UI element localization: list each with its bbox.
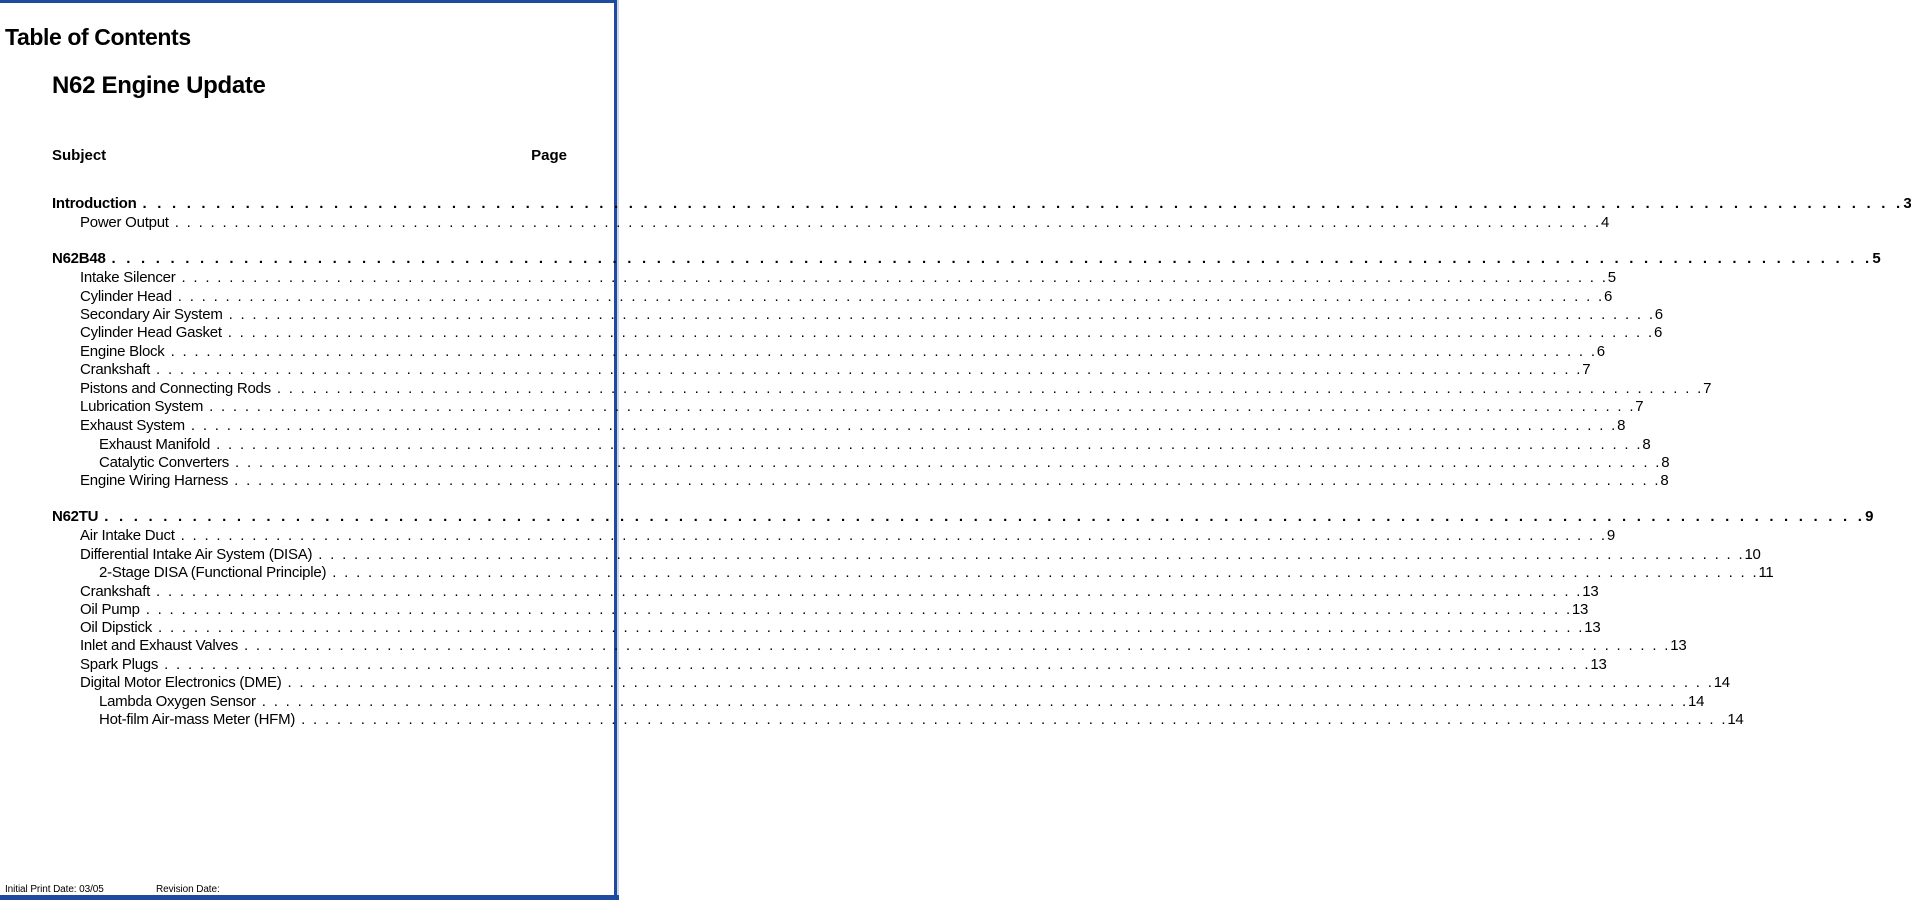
toc-entry[interactable] (80, 637, 1687, 655)
toc-entry-page-number: 8 (1660, 472, 1669, 489)
toc-entry-label: Differential Intake Air System (DISA) (80, 546, 313, 563)
toc-entry-page-number: 6 (1653, 324, 1663, 341)
toc-entry-page-number: 8 (1661, 454, 1670, 471)
toc-entry-page-number: 7 (1703, 380, 1712, 397)
dot-leader: . . . . . . . . . . . . . . . . . . . . . . . . . . . . . . . . . . . . . . . . . . . . . . . . . . . . . . . . . . . . . . . . . . . . . . . . . . . . . . . . . . . . . . . . . . . . . . . . . . . . . . . . . . . . . . . . . . . . . . . . (209, 398, 1636, 415)
subject-column-header: Subject (52, 147, 107, 164)
toc-entry[interactable] (80, 674, 1730, 692)
dot-leader: . . . . . . . . . . . . . . . . . . . . . . . . . . . . . . . . . . . . . . . . . . . . . . . . . . . . . . . . . . . . . . . . . . . . . . . . . . . . . . . . . . . . . . . . . . . . . . . . . . . . . . . . . . . . . . . . . . . . . . . . (104, 508, 1866, 525)
dot-leader: . . . . . . . . . . . . . . . . . . . . . . . . . . . . . . . . . . . . . . . . . . . . . . . . . . . . . . . . . . . . . . . . . . . . . . . . . . . . . . . . . . . . . . . . . . . . . . . . . . . . . . . . . . . . . . . . . . . . . . . . (156, 361, 1583, 378)
toc-entry-page-number: 5 (1607, 269, 1616, 286)
toc-entry-page-number: 9 (1606, 527, 1615, 544)
dot-leader: . . . . . . . . . . . . . . . . . . . . . . . . . . . . . . . . . . . . . . . . . . . . . . . . . . . . . . . . . . . . . . . . . . . . . . . . . . . . . . . . . . . . . . . . . . . . . . . . . . . . . . . . . . . . . . . . . . . . . . . . (228, 306, 1655, 323)
toc-entry-label: Crankshaft (80, 361, 151, 378)
dot-leader: . . . . . . . . . . . . . . . . . . . . . . . . . . . . . . . . . . . . . . . . . . . . . . . . . . . . . . . . . . . . . . . . . . . . . . . . . . . . . . . . . . . . . . . . . . . . . . . . . . . . . . . . . . . . . . . . . . . . . . . . (190, 417, 1618, 434)
toc-entry-page-number: 3 (1903, 195, 1911, 212)
toc-entry-page-number: 6 (1596, 343, 1605, 360)
toc-entry-label: Air Intake Duct (80, 527, 175, 544)
toc-entry-label: Engine Block (80, 343, 165, 360)
toc-entry-label: Spark Plugs (80, 656, 159, 673)
toc-entry-label: Oil Pump (80, 601, 140, 618)
toc-entry[interactable] (80, 656, 1607, 674)
toc-entry-label: Exhaust System (80, 417, 185, 434)
toc-entry-label: Introduction (52, 195, 137, 212)
toc-entry[interactable] (80, 417, 1626, 435)
toc-entry[interactable] (80, 527, 1615, 545)
toc-entry-page-number: 7 (1582, 361, 1591, 378)
toc-entry[interactable] (80, 380, 1712, 398)
toc-entry-label: Lubrication System (80, 398, 204, 415)
dot-leader: . . . . . . . . . . . . . . . . . . . . . . . . . . . . . . . . . . . . . . . . . . . . . . . . . . . . . . . . . . . . . . . . . . . . . . . . . . . . . . . . . . . . . . . . . . . . . . . . . . . . . . . . . . . . . . . . . . . . . . . . (174, 214, 1601, 231)
toc-title: Table of Contents (5, 24, 191, 50)
dot-leader: . . . . . . . . . . . . . . . . . . . . . . . . . . . . . . . . . . . . . . . . . . . . . . . . . . . . . . . . . . . . . . . . . . . . . . . . . . . . . . . . . . . . . . . . . . . . . . . . . . . . . . . . . . . . . . . . . . . . . . . . (276, 380, 1704, 397)
toc-entry-page-number: 6 (1654, 306, 1663, 323)
toc-entry[interactable] (80, 324, 1663, 342)
initial-print-date: Initial Print Date: 03/05 (5, 884, 104, 895)
toc-entry[interactable] (99, 436, 1651, 454)
toc-entry-label: Crankshaft (80, 583, 151, 600)
revision-date: Revision Date: (156, 884, 220, 895)
toc-entry-label: 2-Stage DISA (Functional Principle) (99, 564, 327, 581)
dot-leader: . . . . . . . . . . . . . . . . . . . . . . . . . . . . . . . . . . . . . . . . . . . . . . . . . . . . . . . . . . . . . . . . . . . . . . . . . . . . . . . . . . . . . . . . . . . . . . . . . . . . . . . . . . . . . . . . . . . . . . . . (318, 546, 1745, 563)
toc-entry[interactable] (80, 601, 1589, 619)
toc-entry-page-number: 13 (1582, 583, 1599, 600)
toc-entry-label: Inlet and Exhaust Valves (80, 637, 238, 654)
dot-leader: . . . . . . . . . . . . . . . . . . . . . . . . . . . . . . . . . . . . . . . . . . . . . . . . . . . . . . . . . . . . . . . . . . . . . . . . . . . . . . . . . . . . . . . . . . . . . . . . . . . . . . . . . . . . . . . . . . . . . . . . (216, 436, 1643, 453)
toc-entry[interactable] (99, 693, 1705, 711)
toc-entry-page-number: 13 (1571, 601, 1589, 618)
page-border-top (0, 0, 617, 3)
toc-entry-page-number: 5 (1872, 250, 1881, 267)
toc-entry-page-number: 11 (1758, 564, 1774, 581)
toc-entry-label: Oil Dipstick (80, 619, 153, 636)
toc-entry-page-number: 13 (1670, 637, 1687, 654)
toc-entry[interactable] (80, 398, 1644, 416)
toc-entry-page-number: 4 (1600, 214, 1610, 231)
toc-entry-label: Hot-film Air-mass Meter (HFM) (99, 711, 296, 728)
toc-entry-label: Cylinder Head Gasket (80, 324, 222, 341)
toc-entry-page-number: 14 (1688, 693, 1705, 710)
toc-entry-label: Engine Wiring Harness (80, 472, 229, 489)
dot-leader: . . . . . . . . . . . . . . . . . . . . . . . . . . . . . . . . . . . . . . . . . . . . . . . . . . . . . . . . . . . . . . . . . . . . . . . . . . . . . . . . . . . . . . . . . . . . . . . . . . . . . . . . . . . . . . . . . . . . . . . . (287, 674, 1714, 691)
toc-entry-label: N62B48 (52, 250, 106, 267)
toc-entry[interactable] (80, 306, 1663, 324)
dot-leader: . . . . . . . . . . . . . . . . . . . . . . . . . . . . . . . . . . . . . . . . . . . . . . . . . . . . . . . . . . . . . . . . . . . . . . . . . . . . . . . . . . . . . . . . . . . . . . . . . . . . . . . . . . . . . . . . . . . . . . . . (301, 711, 1728, 728)
toc-entry[interactable] (80, 288, 1613, 306)
toc-entry-label: Catalytic Converters (99, 454, 230, 471)
dot-leader: . . . . . . . . . . . . . . . . . . . . . . . . . . . . . . . . . . . . . . . . . . . . . . . . . . . . . . . . . . . . . . . . . . . . . . . . . . . . . . . . . . . . . . . . . . . . . . . . . . . . . . . . . . . . . . . . . . . . . . . . (158, 619, 1585, 636)
toc-entry-page-number: 13 (1590, 656, 1607, 673)
toc-section-entry[interactable] (52, 250, 1881, 268)
dot-leader: . . . . . . . . . . . . . . . . . . . . . . . . . . . . . . . . . . . . . . . . . . . . . . . . . . . . . . . . . . . . . . . . . . . . . . . . . . . . . . . . . . . . . . . . . . . . . . . . . . . . . . . . . . . . . . . . . . . . . . . . (180, 527, 1607, 544)
toc-entry[interactable] (80, 343, 1605, 361)
toc-entry-page-number: 14 (1727, 711, 1744, 728)
dot-leader: . . . . . . . . . . . . . . . . . . . . . . . . . . . . . . . . . . . . . . . . . . . . . . . . . . . . . . . . . . . . . . . . . . . . . . . . . . . . . . . . . . . . . . . . . . . . . . . . . . . . . . . . . . . . . . . . . . . . . . . . (145, 601, 1572, 618)
toc-entry[interactable] (80, 472, 1669, 490)
toc-entry[interactable] (99, 454, 1670, 472)
dot-leader: . . . . . . . . . . . . . . . . . . . . . . . . . . . . . . . . . . . . . . . . . . . . . . . . . . . . . . . . . . . . . . . . . . . . . . . . . . . . . . . . . . . . . . . . . . . . . . . . . . . . . . . . . . . . . . . . . . . . . . . . (170, 343, 1597, 360)
toc-entry[interactable] (80, 214, 1610, 232)
dot-leader: . . . . . . . . . . . . . . . . . . . . . . . . . . . . . . . . . . . . . . . . . . . . . . . . . . . . . . . . . . . . . . . . . . . . . . . . . . . . . . . . . . . . . . . . . . . . . . . . . . . . . . . . . . . . . . . . . . . . . . . . (227, 324, 1654, 341)
toc-entry-label: Lambda Oxygen Sensor (99, 693, 256, 710)
toc-entry-page-number: 10 (1744, 546, 1761, 563)
toc-entry-label: Pistons and Connecting Rods (80, 380, 271, 397)
toc-entry[interactable] (80, 619, 1601, 637)
toc-section-entry[interactable] (52, 508, 1874, 526)
toc-entry-page-number: 14 (1713, 674, 1730, 691)
toc-entry[interactable] (80, 546, 1761, 564)
dot-leader: . . . . . . . . . . . . . . . . . . . . . . . . . . . . . . . . . . . . . . . . . . . . . . . . . . . . . . . . . . . . . . . . . . . . . . . . . . . . . . . . . . . . . . . . . . . . . . . . . . . . . . . . . . . . . . . . . . . . . . . . (244, 637, 1671, 654)
toc-entry-label: Secondary Air System (80, 306, 223, 323)
toc-entry-page-number: 8 (1642, 436, 1651, 453)
toc-entry-label: Digital Motor Electronics (DME) (80, 674, 282, 691)
toc-entry[interactable] (99, 564, 1774, 582)
toc-entry-label: Exhaust Manifold (99, 436, 211, 453)
toc-entry-label: N62TU (52, 508, 99, 525)
dot-leader: . . . . . . . . . . . . . . . . . . . . . . . . . . . . . . . . . . . . . . . . . . . . . . . . . . . . . . . . . . . . . . . . . . . . . . . . . . . . . . . . . . . . . . . . . . . . . . . . . . . . . . . . . . . . . . . . . . . . . . . . (111, 250, 1873, 267)
dot-leader: . . . . . . . . . . . . . . . . . . . . . . . . . . . . . . . . . . . . . . . . . . . . . . . . . . . . . . . . . . . . . . . . . . . . . . . . . . . . . . . . . . . . . . . . . . . . . . . . . . . . . . . . . . . . . . . . . . . . . . . . (234, 472, 1661, 489)
toc-entry-page-number: 6 (1604, 288, 1613, 305)
toc-entry[interactable] (80, 361, 1591, 379)
document-title: N62 Engine Update (52, 72, 266, 99)
page-border-bottom (0, 895, 619, 900)
dot-leader: . . . . . . . . . . . . . . . . . . . . . . . . . . . . . . . . . . . . . . . . . . . . . . . . . . . . . . . . . . . . . . . . . . . . . . . . . . . . . . . . . . . . . . . . . . . . . . . . . . . . . . . . . . . . . . . . . . . . . . . . (156, 583, 1583, 600)
toc-entry-page-number: 13 (1584, 619, 1601, 636)
toc-entry-label: Cylinder Head (80, 288, 172, 305)
dot-leader: . . . . . . . . . . . . . . . . . . . . . . . . . . . . . . . . . . . . . . . . . . . . . . . . . . . . . . . . . . . . . . . . . . . . . . . . . . . . . . . . . . . . . . . . . . . . . . . . . . . . . . . . . . . . . . . . . . . . . . . . (164, 656, 1591, 673)
toc-entry-page-number: 7 (1635, 398, 1644, 415)
dot-leader: . . . . . . . . . . . . . . . . . . . . . . . . . . . . . . . . . . . . . . . . . . . . . . . . . . . . . . . . . . . . . . . . . . . . . . . . . . . . . . . . . . . . . . . . . . . . . . . . . . . . . . . . . . . . . . . . . . . . . . . . (181, 269, 1608, 286)
toc-section-entry[interactable] (52, 195, 1911, 213)
dot-leader: . . . . . . . . . . . . . . . . . . . . . . . . . . . . . . . . . . . . . . . . . . . . . . . . . . . . . . . . . . . . . . . . . . . . . . . . . . . . . . . . . . . . . . . . . . . . . . . . . . . . . . . . . . . . . . . . . . . . . . . . (142, 195, 1904, 212)
toc-entry-page-number: 8 (1617, 417, 1626, 434)
dot-leader: . . . . . . . . . . . . . . . . . . . . . . . . . . . . . . . . . . . . . . . . . . . . . . . . . . . . . . . . . . . . . . . . . . . . . . . . . . . . . . . . . . . . . . . . . . . . . . . . . . . . . . . . . . . . . . . . . . . . . . . . (332, 564, 1759, 581)
dot-leader: . . . . . . . . . . . . . . . . . . . . . . . . . . . . . . . . . . . . . . . . . . . . . . . . . . . . . . . . . . . . . . . . . . . . . . . . . . . . . . . . . . . . . . . . . . . . . . . . . . . . . . . . . . . . . . . . . . . . . . . . (261, 693, 1688, 710)
dot-leader: . . . . . . . . . . . . . . . . . . . . . . . . . . . . . . . . . . . . . . . . . . . . . . . . . . . . . . . . . . . . . . . . . . . . . . . . . . . . . . . . . . . . . . . . . . . . . . . . . . . . . . . . . . . . . . . . . . . . . . . . (235, 454, 1662, 471)
toc-entry[interactable] (80, 269, 1616, 287)
toc-entry[interactable] (80, 583, 1599, 601)
toc-entry-page-number: 9 (1865, 508, 1874, 525)
page-column-header: Page (531, 147, 567, 164)
toc-entry-label: Intake Silencer (80, 269, 176, 286)
dot-leader: . . . . . . . . . . . . . . . . . . . . . . . . . . . . . . . . . . . . . . . . . . . . . . . . . . . . . . . . . . . . . . . . . . . . . . . . . . . . . . . . . . . . . . . . . . . . . . . . . . . . . . . . . . . . . . . . . . . . . . . . (177, 288, 1605, 305)
toc-entry[interactable] (99, 711, 1744, 729)
toc-entry-label: Power Output (80, 214, 169, 231)
